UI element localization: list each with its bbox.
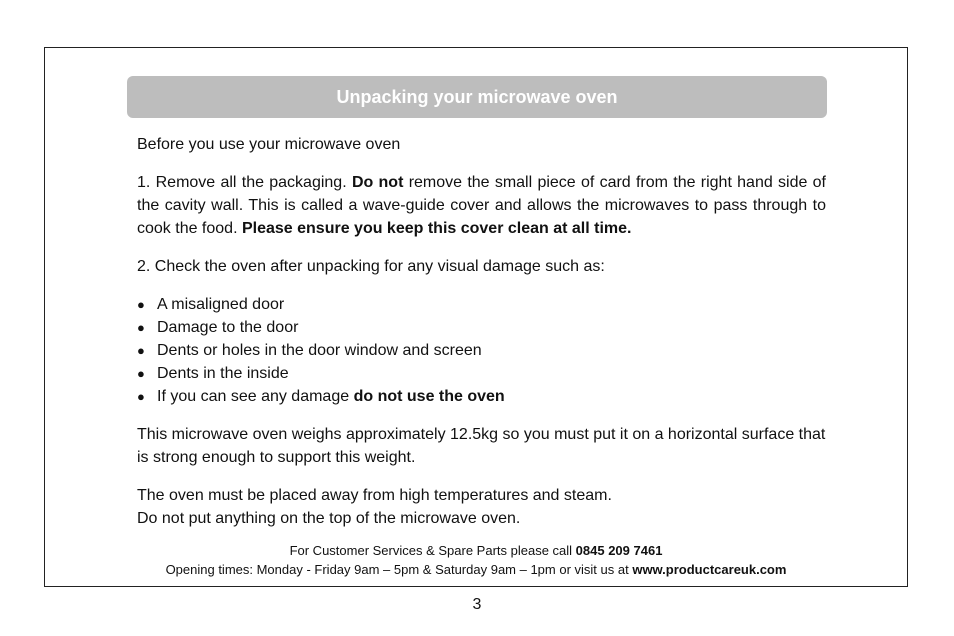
footer bbox=[44, 541, 908, 579]
placement-note-line-1: The oven must be placed away from high temperatures and steam. bbox=[137, 487, 612, 504]
page-number: 3 bbox=[472, 596, 482, 613]
bullet-icon: ● bbox=[137, 389, 145, 404]
list-item bbox=[137, 293, 826, 316]
list-item-text bbox=[157, 385, 505, 408]
intro-text: Before you use your microwave oven bbox=[137, 136, 401, 153]
step-1-text-a: 1. Remove all the packaging. bbox=[137, 174, 352, 191]
list-item-text: Dents in the inside bbox=[157, 365, 289, 382]
bullet-icon: ● bbox=[137, 343, 145, 358]
step-1-text-b: remove the small piece of card from the right hand side of the cavity wall. This is called a wave-guide cover and allows the microwaves to pass through to cook the food. bbox=[137, 174, 826, 237]
list-item-text: A misaligned door bbox=[157, 296, 285, 313]
list-item-text: Damage to the door bbox=[157, 319, 299, 336]
bullet-icon: ● bbox=[137, 320, 145, 335]
instructions-body bbox=[137, 133, 826, 545]
weight-note: This microwave oven weighs approximately 12.5kg so you must put it on a horizontal surface that is strong enough to support this weight. bbox=[137, 426, 826, 466]
list-item-text: Dents or holes in the door window and screen bbox=[157, 342, 482, 359]
list-item bbox=[137, 316, 826, 339]
bullet-icon: ● bbox=[137, 366, 145, 381]
step-1-paragraph bbox=[137, 171, 826, 240]
damage-list bbox=[137, 293, 826, 408]
list-item-warning: do not use the oven bbox=[353, 388, 505, 405]
footer-phone-number: 0845 209 7461 bbox=[575, 543, 663, 558]
footer-service-text: For Customer Services & Spare Parts please call bbox=[289, 543, 576, 558]
bullet-icon: ● bbox=[137, 297, 145, 312]
step-1-bold-a: Do not bbox=[351, 174, 404, 191]
section-title: Unpacking your microwave oven bbox=[336, 86, 618, 107]
placement-note bbox=[137, 484, 826, 530]
footer-website-link[interactable]: www.productcareuk.com bbox=[632, 562, 787, 577]
list-item bbox=[137, 339, 826, 362]
footer-line-1 bbox=[44, 541, 908, 560]
list-item bbox=[137, 362, 826, 385]
step-1-bold-b: Please ensure you keep this cover clean at all time. bbox=[241, 220, 632, 237]
footer-hours-text: Opening times: Monday - Friday 9am – 5pm & Saturday 9am – 1pm or visit us at bbox=[165, 562, 633, 577]
footer-line-2 bbox=[44, 560, 908, 579]
placement-note-line-2: Do not put anything on the top of the microwave oven. bbox=[137, 510, 521, 527]
step-2-paragraph: 2. Check the oven after unpacking for any visual damage such as: bbox=[137, 258, 605, 275]
section-title-banner bbox=[127, 76, 827, 118]
list-item-prefix: If you can see any damage bbox=[157, 388, 354, 405]
list-item bbox=[137, 385, 826, 408]
